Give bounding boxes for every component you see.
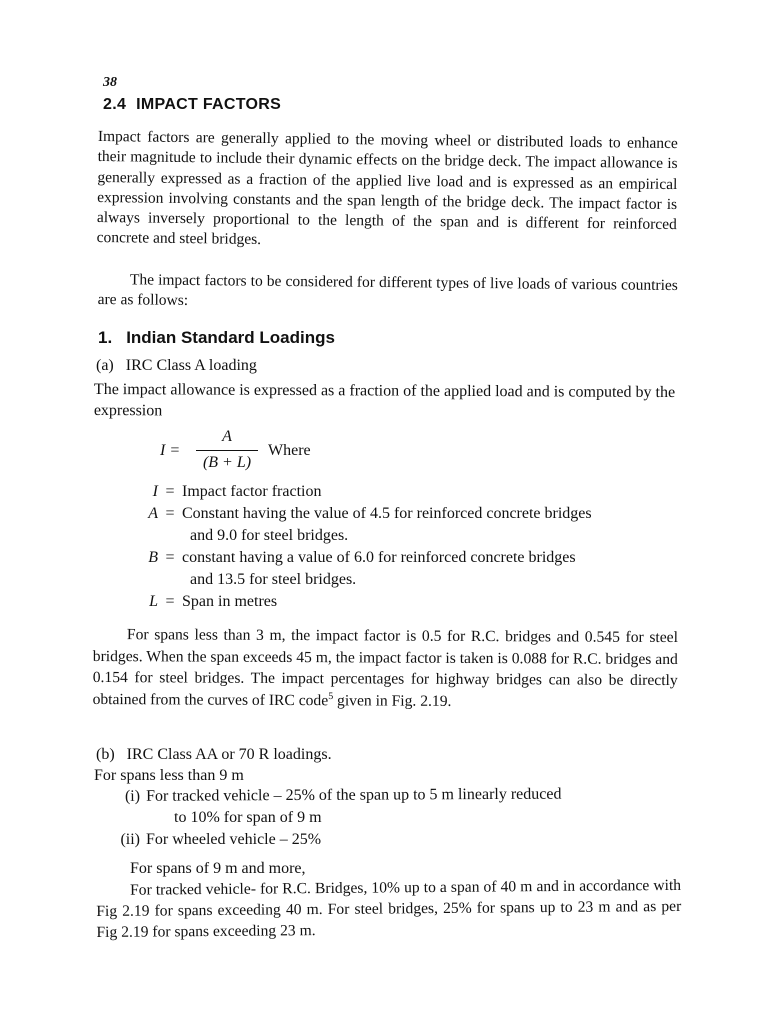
formula-where: Where	[268, 442, 311, 459]
class-aa-title: IRC Class AA or 70 R loadings.	[126, 746, 332, 763]
subsection-number: 1.	[98, 328, 113, 347]
definition-text: constant having a value of 6.0 for reinforced concrete bridges	[182, 549, 576, 566]
class-a-description: The impact allowance is expressed as a fraction of the applied load and is computed by the expression	[93, 381, 676, 419]
section-heading	[103, 96, 281, 114]
definition-symbol: L	[149, 593, 158, 610]
spans-paragraph	[93, 624, 678, 714]
formula-denominator: (B + L)	[202, 454, 252, 471]
list-item-tracked	[106, 786, 562, 806]
list-marker: (i)	[124, 787, 141, 805]
page-number: 38	[103, 75, 117, 90]
formula-lhs: I =	[160, 442, 181, 459]
second-paragraph: The impact factors to be considered for different types of live loads of various countries are as follows:	[97, 271, 678, 310]
spans-less-than-9m: For spans less than 9 m	[94, 767, 244, 784]
list-item-text: For tracked vehicle – 25% of the span up to 5 m linearly reduced	[145, 785, 562, 805]
spans-paragraph-end: given in Fig. 2.19.	[333, 692, 452, 710]
class-a-title: IRC Class A loading	[125, 357, 257, 374]
definition-symbol: A	[148, 505, 158, 522]
definition-symbol: B	[148, 549, 158, 566]
definition-equals: =	[165, 549, 175, 566]
formula-numerator: A	[222, 428, 232, 445]
intro-paragraph: Impact factors are generally applied to the moving wheel or distributed loads to enhance their magnitude to include their dynamic effects on the bridge deck. The impact allowance is generally expressed as a fraction of the applied live load and is expressed as an empirical expression involving constants and the span length of the bridge deck. The impact factor is always inversely proportional to the length of the span and is different for reinforced concrete and steel bridges.	[96, 127, 678, 249]
class-a-label: (a)	[96, 357, 114, 374]
list-item-tracked-continuation: to 10% for span of 9 m	[174, 809, 322, 826]
section-number: 2.4	[103, 96, 127, 113]
definition-b	[140, 549, 576, 567]
spans-paragraph-text: For spans less than 3 m, the impact factor is 0.5 for R.C. bridges and 0.545 for steel bridges. When the span exceeds 45 m, the impact factor is taken is 0.088 for R.C. bridges and 0.154 for steel bridges. The impact percentages for highway bridges can also be directly obtained from the curves of IRC code	[92, 626, 678, 710]
subsection-title: Indian Standard Loadings	[126, 328, 335, 347]
section-title: IMPACT FACTORS	[136, 96, 282, 113]
definition-text: Impact factor fraction	[182, 483, 322, 500]
definition-a-continuation: and 9.0 for steel bridges.	[190, 527, 349, 544]
class-a-heading	[96, 357, 257, 375]
spans-9m-and-more: For spans of 9 m and more,	[130, 860, 306, 877]
definition-i	[140, 483, 321, 501]
definition-text: Span in metres	[182, 593, 278, 610]
definition-a	[140, 505, 592, 523]
subsection-heading	[98, 328, 335, 348]
list-item-text: For wheeled vehicle – 25%	[146, 831, 322, 848]
fraction-bar	[196, 450, 258, 451]
definition-equals: =	[165, 505, 175, 522]
tracked-vehicle-paragraph: For tracked vehicle- for R.C. Bridges, 10% up to a span of 40 m and in accordance with Fig 2.19 for spans exceeding 40 m. For steel bridges, 25% for spans up to 23 m and as per Fig 2.19 for spans exceeding 23 m.	[96, 876, 682, 941]
definition-symbol: I	[152, 483, 158, 500]
definition-text: Constant having the value of 4.5 for reinforced concrete bridges	[182, 505, 592, 522]
class-aa-label: (b)	[96, 746, 115, 763]
definition-b-continuation: and 13.5 for steel bridges.	[190, 571, 357, 588]
class-aa-heading	[96, 746, 332, 764]
definition-equals: =	[165, 593, 175, 610]
list-item-wheeled	[106, 831, 321, 849]
definition-l	[140, 593, 277, 611]
list-marker: (ii)	[120, 831, 140, 848]
definition-equals: =	[165, 483, 175, 500]
formula-fraction	[196, 428, 258, 472]
reference-superscript: 5	[328, 691, 334, 703]
